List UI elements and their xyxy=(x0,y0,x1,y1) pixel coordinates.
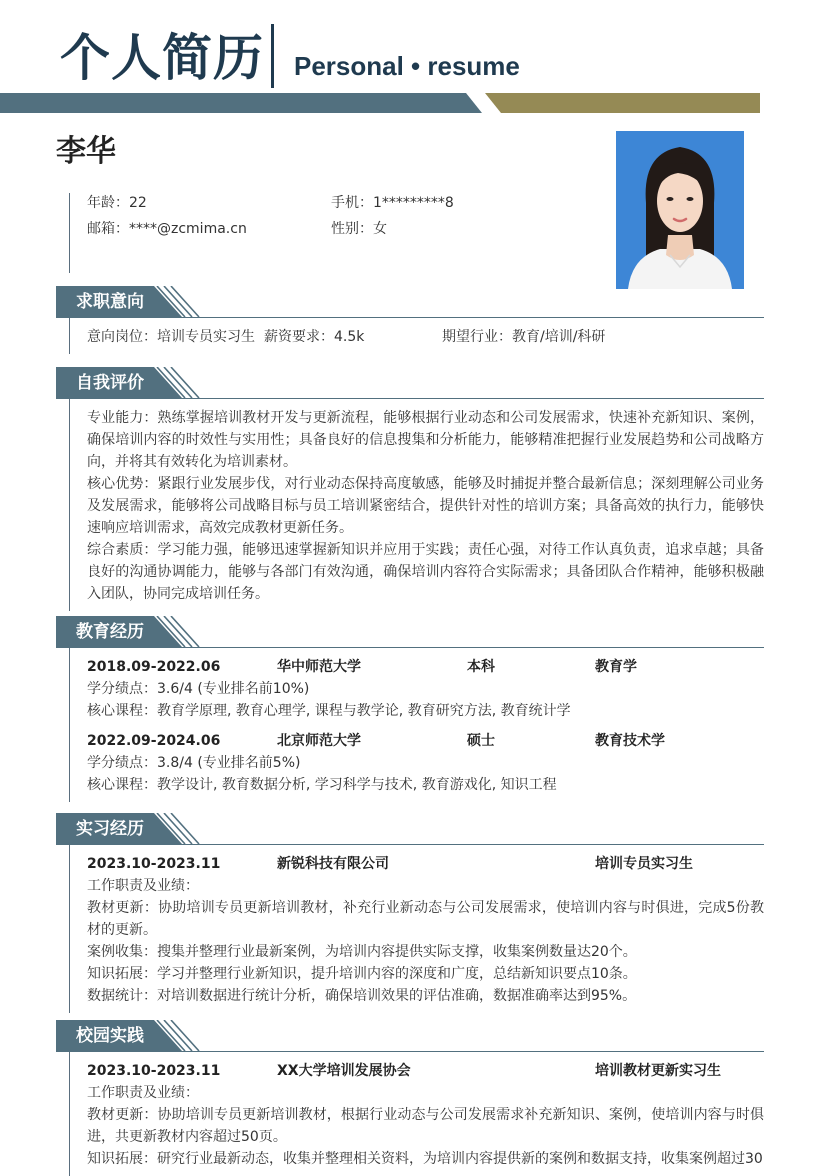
campus-duty: 知识拓展：研究行业最新动态，收集并整理相关资料，为培训内容提供新的案例和数据支持，收集案例超过30 xyxy=(87,1151,763,1167)
intent-row xyxy=(87,326,764,348)
section-header xyxy=(56,367,764,399)
internship-duty: 数据统计：对培训数据进行统计分析，确保培训效果的评估准确，数据准确率达到95%。 xyxy=(87,988,637,1004)
section-header-graphic xyxy=(56,286,764,318)
education-courses: 核心课程：教学设计, 教育数据分析, 学习科学与技术, 教育游戏化, 知识工程 xyxy=(87,777,557,793)
intent-industry: 期望行业：教育/培训/科研 xyxy=(442,329,606,345)
section-header-graphic xyxy=(56,367,764,399)
education-major: 教育技术学 xyxy=(595,733,665,749)
education-major: 教育学 xyxy=(595,659,637,675)
section-header-graphic xyxy=(56,616,764,648)
gender-value: 女 xyxy=(373,221,387,237)
section-title: 校园实践 xyxy=(76,1026,144,1046)
portrait-photo xyxy=(616,131,744,289)
section-body xyxy=(69,318,764,354)
section-title: 自我评价 xyxy=(76,373,144,393)
campus-period: 2023.10-2023.11 xyxy=(87,1063,221,1079)
internship-duty: 教材更新：协助培训专员更新培训教材，补充行业新动态与公司发展需求，使培训内容与时俱进，完成5份教材的更新。 xyxy=(87,900,764,938)
section-body xyxy=(69,399,764,611)
section-header xyxy=(56,813,764,845)
age-label: 年龄： xyxy=(87,195,129,211)
internship-company: 新锐科技有限公司 xyxy=(277,856,389,872)
campus-role: 培训教材更新实习生 xyxy=(595,1063,721,1079)
title-divider xyxy=(271,24,274,88)
age-value: 22 xyxy=(129,195,147,211)
section-body xyxy=(69,1052,764,1176)
section-title: 实习经历 xyxy=(76,819,144,839)
intent-position: 意向岗位：培训专员实习生 xyxy=(87,329,255,345)
internship-role: 培训专员实习生 xyxy=(595,856,693,872)
section-internship xyxy=(56,813,764,1013)
education-gpa: 学分绩点：3.6/4 (专业排名前10%) xyxy=(87,681,310,697)
self-eval-strengths: 核心优势：紧跟行业发展步伐，对行业动态保持高度敏感，能够及时捕捉并整合最新信息；深刻理解公司业务及发展需求，能够将公司战略目标与员工培训紧密结合，提供针对性的培训方案；具备高效的执行力，能够快速响应培训需求，高效完成教材更新任务。 xyxy=(87,476,764,536)
section-header-graphic xyxy=(56,1020,764,1052)
phone-field xyxy=(331,193,454,213)
internship-duties-label: 工作职责及业绩： xyxy=(87,878,199,894)
section-title: 求职意向 xyxy=(76,292,144,312)
intent-salary: 薪资要求：4.5k xyxy=(264,329,365,345)
section-header xyxy=(56,616,764,648)
self-eval-professional: 专业能力：熟练掌握培训教材开发与更新流程，能够根据行业动态和公司发展需求，快速补充新知识、案例，确保培训内容的时效性与实用性；具备良好的信息搜集和分析能力，能够精准把握行业发展趋势和公司战略方向，并将其有效转化为培训素材。 xyxy=(87,410,764,470)
education-gpa: 学分绩点：3.8/4 (专业排名前5%) xyxy=(87,755,301,771)
campus-entry-header xyxy=(87,1060,764,1082)
campus-duty: 教材更新：协助培训专员更新培训教材，根据行业动态与公司发展需求补充新知识、案例，使培训内容与时俱进，共更新教材内容超过50页。 xyxy=(87,1107,764,1145)
section-self-evaluation xyxy=(56,367,764,611)
education-school: 华中师范大学 xyxy=(277,659,361,675)
education-degree: 本科 xyxy=(467,659,495,675)
self-eval-qualities: 综合素质：学习能力强，能够迅速掌握新知识并应用于实践；责任心强，对待工作认真负责，追求卓越；具备良好的沟通协调能力，能够与各部门有效沟通，确保培训内容符合实际需求；具备团队合作精神，能够积极融入团队，协同完成培训任务。 xyxy=(87,542,764,602)
education-entry-header xyxy=(87,730,764,752)
email-value: ****@zcmima.cn xyxy=(129,221,247,237)
section-job-intent xyxy=(56,286,764,354)
education-courses: 核心课程：教育学原理, 教育心理学, 课程与教学论, 教育研究方法, 教育统计学 xyxy=(87,703,571,719)
header-band xyxy=(0,93,820,113)
gender-label: 性别： xyxy=(331,221,373,237)
email-field xyxy=(87,219,247,239)
education-entry-header xyxy=(87,656,764,678)
info-divider xyxy=(69,193,70,273)
gender-field xyxy=(331,219,387,239)
section-body xyxy=(69,845,764,1013)
education-school: 北京师范大学 xyxy=(277,733,361,749)
section-header xyxy=(56,286,764,318)
campus-org: XX大学培训发展协会 xyxy=(277,1063,411,1079)
section-body xyxy=(69,648,764,802)
section-campus-practice xyxy=(56,1020,764,1176)
email-label: 邮箱： xyxy=(87,221,129,237)
section-header xyxy=(56,1020,764,1052)
internship-entry-header xyxy=(87,853,764,875)
phone-label: 手机： xyxy=(331,195,373,211)
section-education xyxy=(56,616,764,802)
phone-value: 1*********8 xyxy=(373,195,454,211)
education-degree: 硕士 xyxy=(467,733,495,749)
section-title: 教育经历 xyxy=(76,622,144,642)
resume-subtitle: Personal • resume xyxy=(294,51,520,81)
education-period: 2022.09-2024.06 xyxy=(87,733,221,749)
campus-duties-label: 工作职责及业绩： xyxy=(87,1085,199,1101)
section-header-graphic xyxy=(56,813,764,845)
age-field xyxy=(87,193,147,213)
internship-duty: 知识拓展：学习并整理行业新知识，提升培训内容的深度和广度，总结新知识要点10条。 xyxy=(87,966,637,982)
resume-title: 个人简历 xyxy=(60,29,264,87)
education-period: 2018.09-2022.06 xyxy=(87,659,221,675)
internship-period: 2023.10-2023.11 xyxy=(87,856,221,872)
candidate-name: 李华 xyxy=(56,134,116,169)
internship-duty: 案例收集：搜集并整理行业最新案例，为培训内容提供实际支撑，收集案例数量达20个。 xyxy=(87,944,637,960)
